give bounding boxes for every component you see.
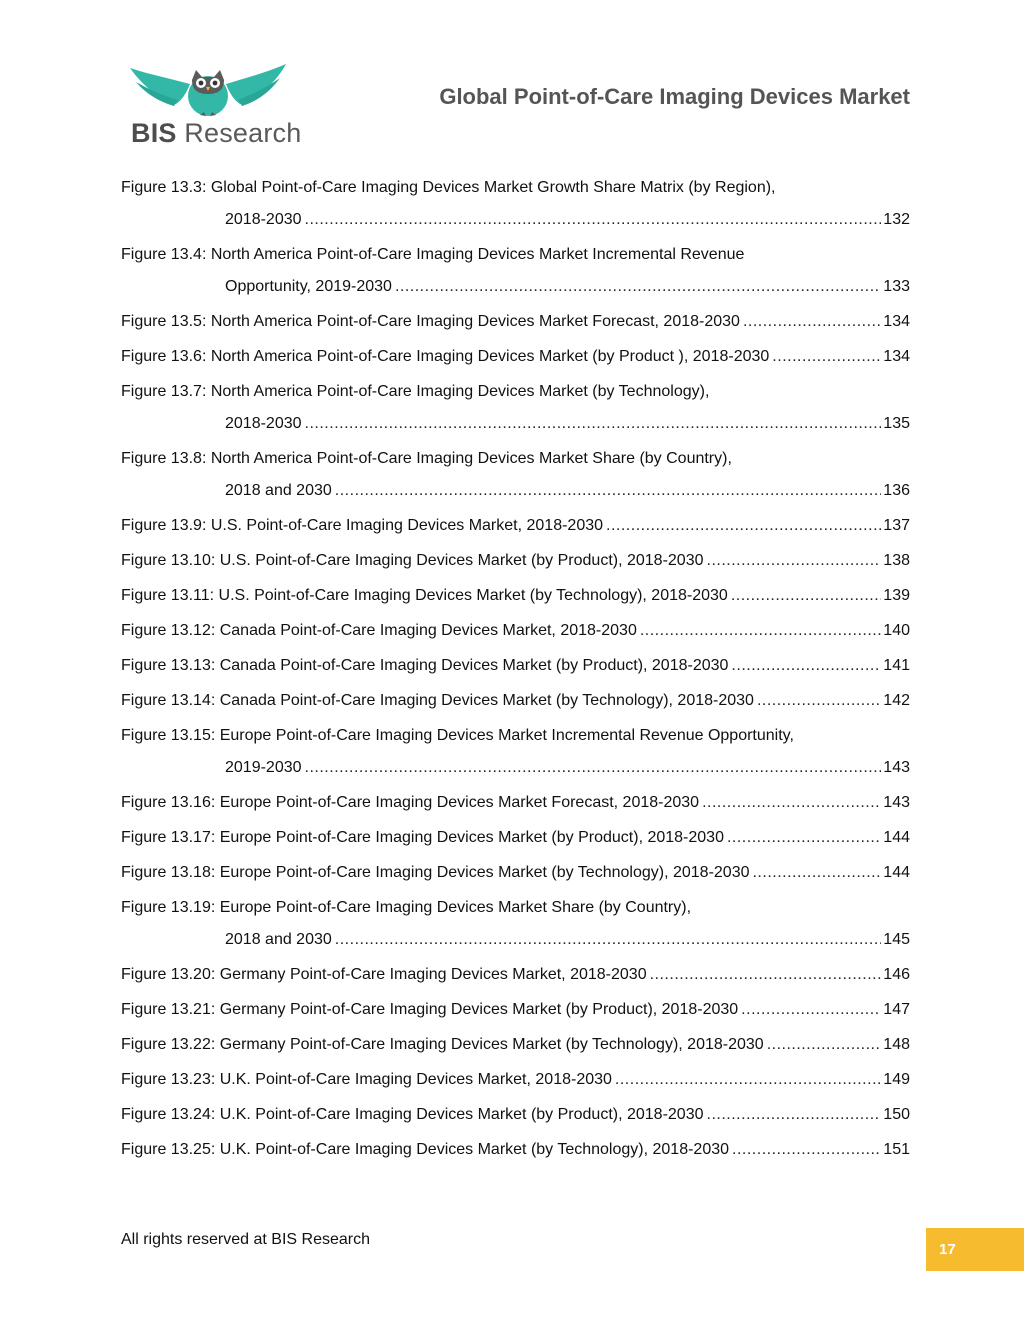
toc-entry[interactable]: [121, 1033, 910, 1057]
toc-entry-label: Figure 13.9: U.S. Point-of-Care Imaging Devices Market, 2018-2030: [121, 517, 604, 534]
dot-leader: [615, 1068, 881, 1092]
toc-entry[interactable]: [121, 998, 910, 1022]
toc-entry-continuation: 2018 and 2030: [225, 482, 332, 499]
document-title: Global Point-of-Care Imaging Devices Market: [439, 84, 910, 109]
toc-entry[interactable]: [121, 896, 910, 952]
toc-entry-label: Figure 13.4: North America Point-of-Care Imaging Devices Market Incremental Revenue: [121, 246, 745, 263]
dot-leader: [305, 756, 882, 780]
toc-entry-page: 136: [883, 482, 910, 499]
toc-entry-page: 143: [883, 759, 910, 776]
toc-entry-page: 132: [883, 211, 910, 228]
toc-entry-page: 144: [883, 864, 910, 881]
dot-leader: [606, 514, 881, 538]
dot-leader: [767, 1033, 882, 1057]
toc-entry-label: Figure 13.11: U.S. Point-of-Care Imaging Devices Market (by Technology), 2018-2030: [121, 587, 728, 604]
toc-entry-page: 144: [883, 829, 910, 846]
dot-leader: [772, 345, 881, 369]
toc-entry-label: Figure 13.13: Canada Point-of-Care Imaging Devices Market (by Product), 2018-2030: [121, 657, 729, 674]
toc-entry[interactable]: [121, 826, 910, 850]
dot-leader: [732, 1138, 881, 1162]
toc-entry[interactable]: [121, 963, 910, 987]
toc-entry-label: Figure 13.21: Germany Point-of-Care Imaging Devices Market (by Product), 2018-2030: [121, 1001, 739, 1018]
toc-entry-page: 142: [883, 692, 910, 709]
toc-entry-label: Figure 13.14: Canada Point-of-Care Imaging Devices Market (by Technology), 2018-2030: [121, 692, 754, 709]
toc-entry-label: Figure 13.15: Europe Point-of-Care Imaging Devices Market Incremental Revenue Opportunity,: [121, 727, 794, 744]
toc-entry-page: 134: [883, 348, 910, 365]
toc-entry-label: Figure 13.8: North America Point-of-Care Imaging Devices Market Share (by Country),: [121, 450, 732, 467]
toc-entry-continuation: 2019-2030: [225, 759, 302, 776]
toc-entry[interactable]: [121, 345, 910, 369]
dot-leader: [702, 791, 881, 815]
toc-entry[interactable]: [121, 1068, 910, 1092]
toc-entry-label: Figure 13.17: Europe Point-of-Care Imaging Devices Market (by Product), 2018-2030: [121, 829, 724, 846]
toc-entry-continuation: 2018 and 2030: [225, 931, 332, 948]
page-number-badge: [926, 1228, 1024, 1271]
toc-entry-label: Figure 13.12: Canada Point-of-Care Imaging Devices Market, 2018-2030: [121, 622, 637, 639]
dot-leader: [707, 1103, 882, 1127]
toc-entry[interactable]: [121, 549, 910, 573]
toc-entry-page: 134: [883, 313, 910, 330]
dot-leader: [305, 208, 882, 232]
toc-entry-page: 138: [883, 552, 910, 569]
toc-entry-page: 140: [883, 622, 910, 639]
toc-entry-label: Figure 13.10: U.S. Point-of-Care Imaging Devices Market (by Product), 2018-2030: [121, 552, 704, 569]
dot-leader: [305, 412, 882, 436]
toc-entry[interactable]: [121, 654, 910, 678]
toc-entry-continuation: 2018-2030: [225, 415, 302, 432]
dot-leader: [395, 275, 881, 299]
dot-leader: [335, 928, 882, 952]
toc-entry[interactable]: [121, 689, 910, 713]
dot-leader: [640, 619, 881, 643]
dot-leader: [731, 584, 881, 608]
toc-entry[interactable]: [121, 724, 910, 780]
toc-entry-label: Figure 13.25: U.K. Point-of-Care Imaging Devices Market (by Technology), 2018-2030: [121, 1141, 730, 1158]
dot-leader: [727, 826, 881, 850]
toc-entry[interactable]: [121, 310, 910, 334]
dot-leader: [757, 689, 881, 713]
toc-entry-page: 149: [883, 1071, 910, 1088]
toc-entry[interactable]: [121, 514, 910, 538]
toc-entry[interactable]: [121, 791, 910, 815]
toc-entry-page: 139: [883, 587, 910, 604]
toc-entry-page: 143: [883, 794, 910, 811]
toc-entry-label: Figure 13.20: Germany Point-of-Care Imaging Devices Market, 2018-2030: [121, 966, 647, 983]
toc-entry[interactable]: [121, 1103, 910, 1127]
toc-entry-label: Figure 13.22: Germany Point-of-Care Imaging Devices Market (by Technology), 2018-2030: [121, 1036, 764, 1053]
toc-entry-page: 147: [883, 1001, 910, 1018]
toc-entry-label: Figure 13.18: Europe Point-of-Care Imaging Devices Market (by Technology), 2018-2030: [121, 864, 750, 881]
logo-wordmark: BIS Research: [131, 118, 302, 148]
toc-entry[interactable]: [121, 380, 910, 436]
toc-entry[interactable]: [121, 619, 910, 643]
table-of-figures: [121, 176, 910, 1173]
page-number: 17: [939, 1241, 956, 1258]
toc-entry-label: Figure 13.19: Europe Point-of-Care Imaging Devices Market Share (by Country),: [121, 899, 692, 916]
toc-entry-label: Figure 13.16: Europe Point-of-Care Imaging Devices Market Forecast, 2018-2030: [121, 794, 700, 811]
toc-entry-page: 135: [883, 415, 910, 432]
toc-entry-label: Figure 13.24: U.K. Point-of-Care Imaging Devices Market (by Product), 2018-2030: [121, 1106, 704, 1123]
toc-entry-page: 145: [883, 931, 910, 948]
toc-entry-label: Figure 13.7: North America Point-of-Care Imaging Devices Market (by Technology),: [121, 383, 710, 400]
toc-entry-page: 137: [883, 517, 910, 534]
toc-entry[interactable]: [121, 447, 910, 503]
toc-entry-continuation: Opportunity, 2019-2030: [225, 278, 392, 295]
toc-entry[interactable]: [121, 584, 910, 608]
toc-entry-page: 148: [883, 1036, 910, 1053]
toc-entry-page: 133: [883, 278, 910, 295]
toc-entry[interactable]: [121, 861, 910, 885]
toc-entry[interactable]: [121, 243, 910, 299]
footer-rights: All rights reserved at BIS Research: [121, 1231, 370, 1248]
toc-entry-continuation: 2018-2030: [225, 211, 302, 228]
toc-entry-label: Figure 13.6: North America Point-of-Care Imaging Devices Market (by Product ), 2018-2030: [121, 348, 770, 365]
toc-entry-label: Figure 13.5: North America Point-of-Care Imaging Devices Market Forecast, 2018-2030: [121, 313, 740, 330]
dot-leader: [707, 549, 882, 573]
toc-entry-label: Figure 13.3: Global Point-of-Care Imaging Devices Market Growth Share Matrix (by Region),: [121, 179, 776, 196]
toc-entry-label: Figure 13.23: U.K. Point-of-Care Imaging Devices Market, 2018-2030: [121, 1071, 612, 1088]
toc-entry-page: 146: [883, 966, 910, 983]
dot-leader: [741, 998, 881, 1022]
dot-leader: [731, 654, 881, 678]
toc-entry[interactable]: [121, 176, 910, 232]
toc-entry-page: 141: [883, 657, 910, 674]
toc-entry[interactable]: [121, 1138, 910, 1162]
dot-leader: [650, 963, 882, 987]
dot-leader: [335, 479, 882, 503]
dot-leader: [743, 310, 881, 334]
toc-entry-page: 150: [883, 1106, 910, 1123]
dot-leader: [752, 861, 881, 885]
toc-entry-page: 151: [883, 1141, 910, 1158]
